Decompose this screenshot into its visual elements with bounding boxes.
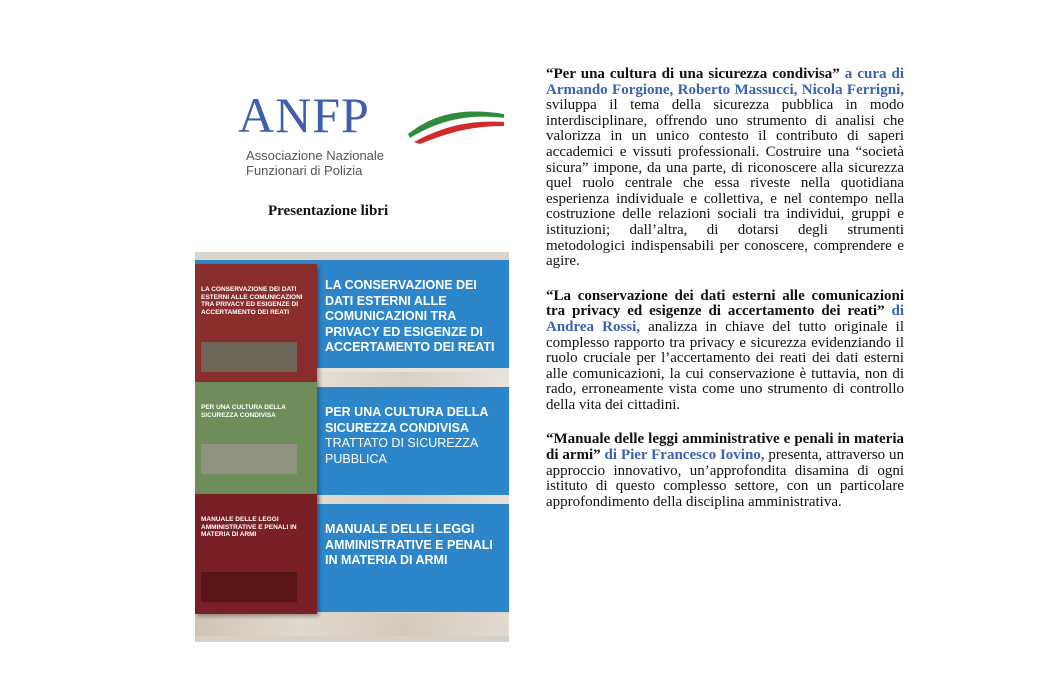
- article-1: [546, 67, 904, 270]
- logo-letters: ANFP: [238, 87, 370, 143]
- article-1-body: sviluppa il tema della sicurezza pubblica in modo interdisciplinare, offrendo uno strumento di analisi che valorizza in un unico contesto il contributo di saperi accademici e vissuti professionali. Costruire una “società sicura” impone, da una parte, di riconoscere alla sicurezza quel ruolo centrale che essa riveste nella quotidiana esperienza individuale e collettiva, e nel contempo nella costruzione delle relazioni sociali tra individui, gruppi e istituzioni; dall’altra, di dotarsi degli strumenti metodologici indispensabili per conoscere, comprendere e agire.: [546, 97, 904, 270]
- banner-2-title: PER UNA CULTURA DELLA SICUREZZA CONDIVISA: [325, 405, 488, 435]
- banner-2-text: [325, 405, 503, 467]
- book-1-cover-title: LA CONSERVAZIONE DEI DATI ESTERNI ALLE COMUNICAZIONI TRA PRIVACY ED ESIGENZE DI ACCERTAMENTO DEI REATI: [201, 286, 303, 316]
- banner-3-title: MANUALE DELLE LEGGI AMMINISTRATIVE E PENALI IN MATERIA DI ARMI: [325, 522, 493, 567]
- books-collage: [195, 252, 509, 642]
- article-2-authors: di Andrea Rossi,: [546, 303, 905, 335]
- banner-1-title: LA CONSERVAZIONE DEI DATI ESTERNI ALLE COMUNICAZIONI TRA PRIVACY ED ESIGENZE DI ACCERTAMENTO DEI REATI: [325, 278, 495, 354]
- italian-flag-swoosh-icon: [406, 104, 506, 144]
- logo-subtitle-line2: Funzionari di Polizia: [246, 163, 363, 178]
- book-3-cover-image: [201, 572, 297, 602]
- article-3: [546, 432, 904, 510]
- article-3-authors: di Pier Francesco Iovino,: [604, 447, 765, 464]
- article-3-quote: “Manuale delle leggi amministrative e penali in materia di armi”: [546, 431, 904, 464]
- article-3-body: presenta, attraverso un approccio innovativo, un’approfondita disamina di ogni istituto di questo complesso settore, con un particolare approfondimento della disciplina amministrativa.: [546, 447, 904, 510]
- book-3-cover-title: MANUALE DELLE LEGGI AMMINISTRATIVE E PENALI IN MATERIA DI ARMI: [201, 516, 297, 538]
- book-cover-3: [195, 494, 317, 614]
- banner-2-subtitle: TRATTATO DI SICUREZZA PUBBLICA: [325, 436, 478, 466]
- shelf-decoration: [195, 614, 509, 636]
- book-2-cover-image: [201, 444, 297, 474]
- banner-3-text: [325, 522, 503, 569]
- banner-1-text: [325, 278, 503, 356]
- book-1-cover-image: [201, 342, 297, 372]
- book-2-cover-title: PER UNA CULTURA DELLA SICUREZZA CONDIVISA: [201, 404, 286, 419]
- book-cover-2: [195, 382, 317, 502]
- logo-subtitle-line1: Associazione Nazionale: [246, 148, 385, 163]
- article-1-quote: “Per una cultura di una sicurezza condivisa”: [546, 66, 840, 82]
- article-2: [546, 289, 904, 414]
- article-2-body: analizza in chiave del tutto originale il complesso rapporto tra privacy e sicurezza evidenziando il ruolo cruciale per l’accertamento dei reati dei dati esterni alle comunicazioni, la cui conservazione è tuttavia, non di rado, erroneamente vista come uno strumento di controllo della vita dei cittadini.: [546, 318, 904, 413]
- article-1-authors: a cura di Armando Forgione, Roberto Massucci, Nicola Ferrigni,: [546, 66, 905, 98]
- book-descriptions: [546, 67, 904, 529]
- section-title: Presentazione libri: [268, 203, 389, 219]
- book-cover-1: [195, 264, 317, 384]
- anfp-logo: [238, 87, 478, 180]
- article-2-quote: “La conservazione dei dati esterni alle comunicazioni tra privacy ed esigenze di accertamento dei reati”: [546, 287, 904, 320]
